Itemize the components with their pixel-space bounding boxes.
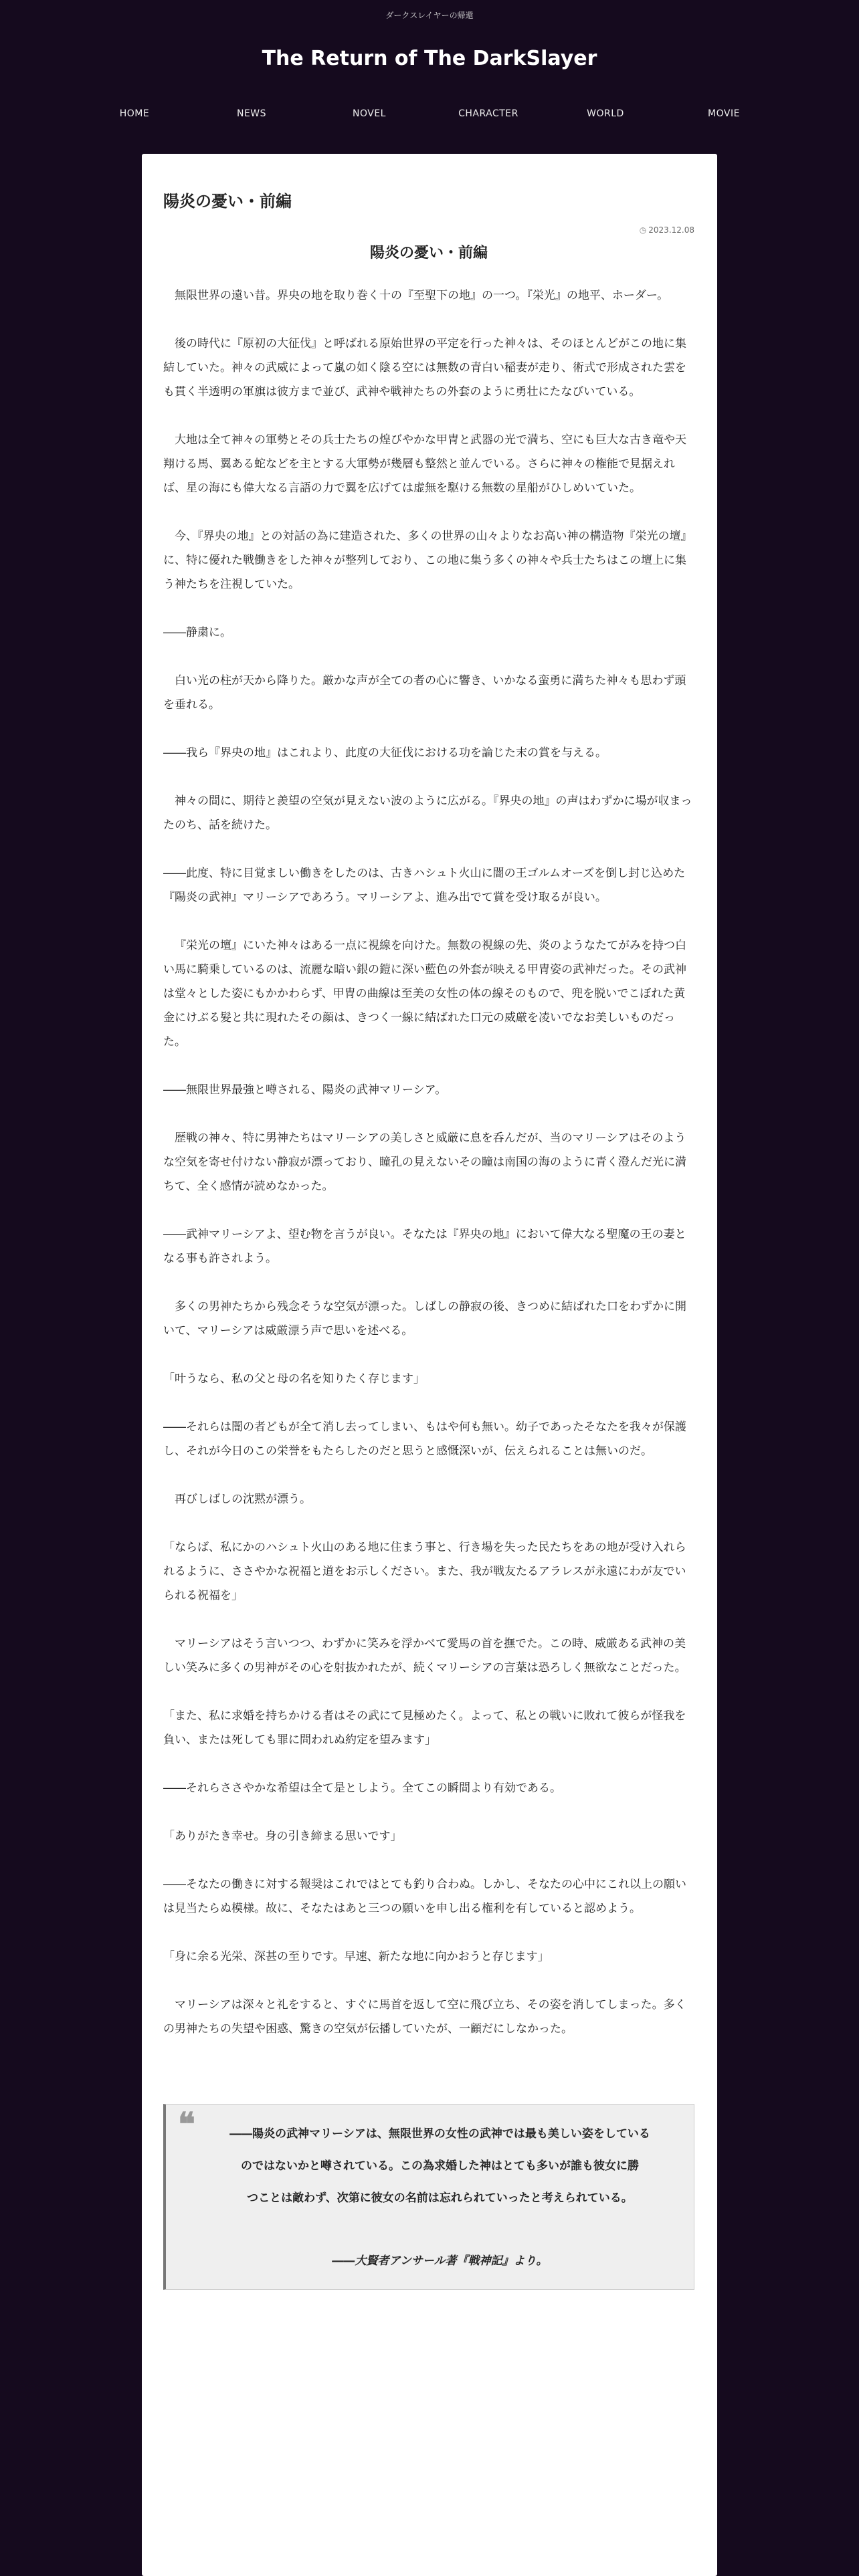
body-paragraph: ――武神マリーシアよ、望む物を言うが良い。そなたは『界央の地』において偉大なる聖魔の王の妻となる事も許されよう。 [163, 1228, 686, 1265]
nav-news[interactable]: NEWS [236, 108, 267, 119]
body-paragraph: ――無限世界最強と噂される、陽炎の武神マリーシア。 [163, 1083, 447, 1097]
body-paragraph: マリーシアはそう言いつつ、わずかに笑みを浮かべて愛馬の首を撫でた。この時、威厳ある武神の美しい笑みに多くの男神がその心を射抜かれたが、続くマリーシアの言葉は恐ろしく無欲なことだった。 [163, 1637, 686, 1675]
body-paragraph: 多くの男神たちから残念そうな空気が漂った。しばしの静寂の後、きつめに結ばれた口をわずかに開いて、マリーシアは威厳漂う声で思いを述べる。 [163, 1300, 686, 1337]
quote-line: ――陽炎の武神マリーシアは、無限世界の女性の武神では最も美しい姿をしている [229, 2127, 650, 2141]
body-paragraph: 「叶うなら、私の父と母の名を知りたく存じます」 [163, 1372, 425, 1386]
site-title[interactable]: The Return of The DarkSlayer [262, 47, 597, 70]
quote-citation: ――大賢者アンサール著『戦神記』より。 [332, 2254, 548, 2268]
body-paragraph: 「また、私に求婚を持ちかける者はその武にて見極めたく。よって、私との戦いに敗れて彼らが怪我を負い、または死しても罪に問われぬ約定を望みます」 [163, 1709, 686, 1747]
article-body [163, 284, 694, 2041]
body-paragraph: 今、『界央の地』との対話の為に建造された、多くの世界の山々よりなお高い神の構造物『栄光の壇』に、特に優れた戦働きをした神々が整列しており、この地に集う多くの神々や兵士たちはこの壇上に集う神たちを注視していた。 [163, 530, 692, 591]
epigraph-quote [163, 2104, 694, 2290]
body-paragraph: 再びしばしの沈黙が漂う。 [175, 1493, 311, 1506]
chapter-title: 陽炎の憂い・前編 [369, 245, 488, 261]
body-paragraph: 神々の間に、期待と羨望の空気が見えない波のように広がる。『界央の地』の声はわずかに場が収まったのち、話を続けた。 [163, 794, 692, 832]
quote-icon: ❝ [178, 2106, 195, 2143]
body-paragraph: 「ならば、私にかのハシュト火山のある地に住まう事と、行き場を失った民たちをあの地が受け入れられるように、ささやかな祝福と道をお示しください。また、我が戦友たるアラレスが永遠にわが友でいられる祝福を」 [163, 1541, 686, 1602]
body-paragraph: 「ありがたき幸せ。身の引き締まる思いです」 [163, 1830, 402, 1843]
body-paragraph: ――我ら『界央の地』はこれより、此度の大征伐における功を論じた末の賞を与える。 [163, 746, 607, 760]
body-paragraph: マリーシアは深々と礼をすると、すぐに馬首を返して空に飛び立ち、その姿を消してしまった。多くの男神たちの失望や困惑、驚きの空気が伝播していたが、一顧だにしなかった。 [163, 1998, 686, 2036]
body-paragraph: 後の時代に『原初の大征伐』と呼ばれる原始世界の平定を行った神々は、そのほとんどがこの地に集結していた。神々の武威によって嵐の如く陰る空には無数の青白い稲妻が走り、術式で形成された雲をも貫く半透明の軍旗は彼方まで並び、武神や戦神たちの外套のように勇壮にたなびいている。 [163, 337, 686, 399]
nav-character[interactable]: CHARACTER [458, 108, 518, 119]
main-nav [0, 108, 859, 128]
body-paragraph: ――此度、特に目覚ましい働きをしたのは、古きハシュト火山に闇の王ゴルムオーズを倒し封じ込めた『陽炎の武神』マリーシアであろう。マリーシアよ、進み出でて賞を受け取るが良い。 [163, 867, 686, 904]
body-paragraph: ――それらささやかな希望は全て是としよう。全てこの瞬間より有効である。 [163, 1782, 561, 1795]
site-tagline: ダークスレイヤーの帰還 [385, 11, 474, 20]
body-paragraph: 白い光の柱が天から降りた。厳かな声が全ての者の心に響き、いかなる蛮勇に満ちた神々も思わず頭を垂れる。 [163, 674, 686, 712]
post-title: 陽炎の憂い・前編 [163, 192, 292, 211]
nav-movie[interactable]: MOVIE [708, 108, 740, 119]
body-paragraph: 歴戦の神々、特に男神たちはマリーシアの美しさと威厳に息を呑んだが、当のマリーシアはそのような空気を寄せ付けない静寂が漂っており、瞳孔の見えないその瞳は南国の海のように青く澄んだ光に満ちて、全く感情が読めなかった。 [163, 1132, 686, 1193]
body-paragraph: 大地は全て神々の軍勢とその兵士たちの煌びやかな甲冑と武器の光で満ち、空にも巨大な古き竜や天翔ける馬、翼ある蛇などを主とする大軍勢が幾層も整然と並んでいる。さらに神々の権能で見据えれば、星の海にも偉大なる言語の力で翼を広げては虚無を駆ける無数の星船がひしめいていた。 [163, 433, 686, 495]
nav-world[interactable]: WORLD [587, 108, 624, 119]
body-paragraph: 無限世界の遠い昔。界央の地を取り巻く十の『至聖下の地』の一つ。『栄光』の地平、ホーダー。 [175, 289, 669, 302]
clock-icon: ◷ [639, 225, 647, 235]
quote-line: つことは敵わず、次第に彼女の名前は忘れられていったと考えられている。 [247, 2191, 633, 2205]
body-paragraph: ――そなたの働きに対する報奨はこれではとても釣り合わぬ。しかし、そなたの心中にこれ以上の願いは見当たらぬ模様。故に、そなたはあと三つの願いを申し出る権利を有していると認めよう。 [163, 1878, 686, 1915]
nav-home[interactable]: HOME [119, 108, 150, 119]
nav-novel[interactable]: NOVEL [353, 108, 386, 119]
body-paragraph: ――それらは闇の者どもが全て消し去ってしまい、もはや何も無い。幼子であったそなたを我々が保護し、それが今日のこの栄誉をもたらしたのだと思うと感慨深いが、伝えられることは無いのだ。 [163, 1420, 686, 1458]
post-date [163, 225, 694, 235]
body-paragraph: 『栄光の壇』にいた神々はある一点に視線を向けた。無数の視線の先、炎のようなたてがみを持つ白い馬に騎乗しているのは、流麗な暗い銀の鎧に深い藍色の外套が映える甲冑姿の武神だった。その武神は堂々とした姿にもかかわらず、甲冑の曲線は至美の女性の体の線そのもので、兜を脱いでこぼれた黄金にけぶる髪と共に現れたその顔は、きつく一線に結ばれた口元の威厳を凌いでなお美しいものだった。 [163, 939, 686, 1049]
body-paragraph: 「身に余る光栄、深甚の至りです。早速、新たな地に向かおうと存じます」 [163, 1950, 549, 1963]
quote-line: のではないかと噂されている。この為求婚した神はとても多いが誰も彼女に勝 [241, 2159, 639, 2173]
article-card [142, 154, 717, 2576]
body-paragraph: ――静粛に。 [163, 626, 231, 639]
site-header [0, 0, 859, 128]
post-date-value: 2023.12.08 [648, 225, 694, 235]
